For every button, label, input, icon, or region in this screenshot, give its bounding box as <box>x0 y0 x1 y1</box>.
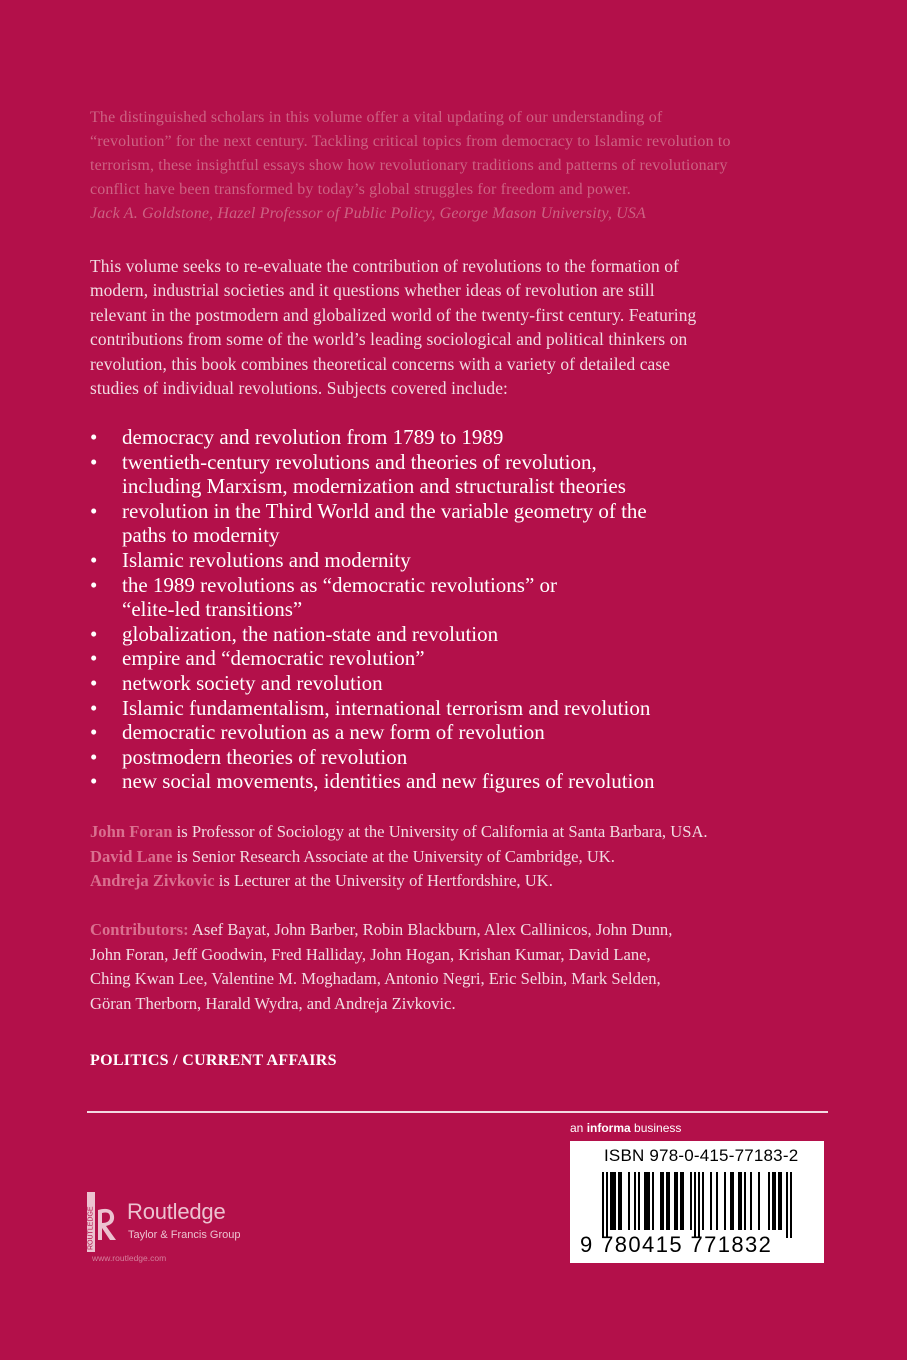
barcode-bar <box>774 1172 776 1230</box>
bullet-icon: • <box>90 547 98 572</box>
informa-tagline: an informa business <box>570 1121 682 1135</box>
editor-name: Andreja Zivkovic <box>90 871 215 891</box>
barcode-bar <box>732 1172 734 1230</box>
barcode-digits: 9 780415 771832 <box>580 1232 773 1257</box>
barcode-bar <box>744 1172 746 1230</box>
barcode-bar <box>772 1172 774 1230</box>
barcode-bar <box>612 1172 614 1230</box>
isbn-barcode <box>570 1141 824 1263</box>
book-description <box>90 254 830 400</box>
topic-item: • postmodern theories of revolution <box>90 744 408 769</box>
barcode-bar <box>682 1172 684 1230</box>
barcode-bar <box>730 1172 732 1230</box>
description-line: contributions from some of the world’s leading sociological and political thinkers on <box>90 329 688 350</box>
editor-bio <box>90 845 850 870</box>
barcode-bar <box>662 1172 664 1230</box>
bullet-icon: • <box>90 769 98 794</box>
quote-line: “revolution” for the next century. Tackling critical topics from democracy to Islamic revolution to <box>90 133 731 150</box>
bullet-icon: • <box>90 498 98 523</box>
barcode-bar <box>724 1172 726 1230</box>
contributors-line: Göran Therborn, Harald Wydra, and Andreja Zivkovic. <box>90 993 456 1013</box>
informa-brand: informa <box>586 1121 631 1135</box>
publisher-name: Routledge <box>127 1199 226 1224</box>
publisher-group: Taylor & Francis Group <box>128 1229 241 1241</box>
topic-item: • Islamic fundamentalism, international terrorism and revolution <box>90 695 651 720</box>
topic-item: • revolution in the Third World and the variable geometry of the paths to modernity <box>90 498 647 548</box>
barcode-bar <box>660 1172 662 1230</box>
editor-bio <box>90 820 850 845</box>
contributors-list <box>90 918 850 1016</box>
barcode-bar <box>790 1172 792 1238</box>
barcode-bar <box>646 1172 648 1230</box>
barcode-bar <box>648 1172 650 1230</box>
editor-name: John Foran <box>90 822 173 841</box>
barcode-bar <box>614 1172 616 1230</box>
barcode-bar <box>738 1172 740 1230</box>
quote-line: The distinguished scholars in this volume offer a vital updating of our understanding of <box>90 109 663 126</box>
topic-item: • Islamic revolutions and modernity <box>90 547 411 572</box>
topic-item: • globalization, the nation-state and revolution <box>90 621 499 646</box>
topic-item: • twentieth-century revolutions and theories of revolution, including Marxism, modernization and structuralist theories <box>90 449 626 499</box>
routledge-logo-icon <box>86 1192 120 1252</box>
quote-attribution: Jack A. Goldstone, Hazel Professor of Public Policy, George Mason University, USA <box>90 205 646 222</box>
barcode-bar <box>710 1172 712 1230</box>
topic-item: • new social movements, identities and new figures of revolution <box>90 769 655 794</box>
barcode-bar <box>666 1172 668 1230</box>
barcode-bar <box>780 1172 782 1230</box>
editors-bios <box>90 820 850 894</box>
barcode-bar <box>750 1172 752 1230</box>
barcode-bar <box>602 1172 604 1238</box>
quote-line: terrorism, these insightful essays show how revolutionary traditions and patterns of revolutionary <box>90 157 728 174</box>
subject-category: POLITICS / CURRENT AFFAIRS <box>90 1052 337 1069</box>
barcode-bar <box>606 1172 608 1238</box>
barcode-bar <box>674 1172 676 1230</box>
bullet-icon: • <box>90 572 98 597</box>
bullet-icon: • <box>90 425 98 449</box>
barcode-bar <box>716 1172 718 1230</box>
divider-rule <box>87 1111 828 1113</box>
barcode-bar <box>676 1172 678 1230</box>
topic-item: • democracy and revolution from 1789 to 1989 <box>90 425 504 449</box>
bullet-icon: • <box>90 720 98 745</box>
contributors-line: Ching Kwan Lee, Valentine M. Moghadam, Antonio Negri, Eric Selbin, Mark Selden, <box>90 969 661 989</box>
bullet-icon: • <box>90 449 98 474</box>
contributors-line: John Foran, Jeff Goodwin, Fred Halliday, John Hogan, Krishan Kumar, David Lane, <box>90 944 651 964</box>
contributors-line: Asef Bayat, John Barber, Robin Blackburn, Alex Callinicos, John Dunn, <box>188 920 673 939</box>
bullet-icon: • <box>90 646 98 671</box>
bullet-icon: • <box>90 744 98 769</box>
topic-item: • empire and “democratic revolution” <box>90 646 425 671</box>
barcode-bar <box>610 1172 612 1230</box>
isbn-label: ISBN 978-0-415-77183-2 <box>604 1146 799 1165</box>
endorsement-quote <box>90 106 830 226</box>
description-line: relevant in the postmodern and globalized world of the twenty-first century. Featuring <box>90 304 697 325</box>
topic-item: • the 1989 revolutions as “democratic revolutions” or “elite-led transitions” <box>90 572 558 622</box>
description-line: modern, industrial societies and it questions whether ideas of revolution are still <box>90 280 655 301</box>
barcode-bar <box>740 1172 742 1230</box>
barcode-bar <box>778 1172 780 1230</box>
editor-description: is Senior Research Associate at the University of Cambridge, UK. <box>172 846 615 866</box>
publisher-url[interactable]: www.routledge.com <box>92 1253 167 1263</box>
editor-description: is Lecturer at the University of Hertfordshire, UK. <box>214 871 553 891</box>
bullet-icon: • <box>90 670 98 695</box>
topic-item: • network society and revolution <box>90 670 383 695</box>
description-line: revolution, this book combines theoretical concerns with a variety of detailed case <box>90 353 671 374</box>
barcode-bar <box>644 1172 646 1230</box>
editor-description: is Professor of Sociology at the University of California at Santa Barbara, USA. <box>172 822 708 841</box>
barcode-bar <box>618 1172 620 1230</box>
barcode-bar <box>652 1172 654 1230</box>
barcode-bar <box>680 1172 682 1230</box>
topic-item: • democratic revolution as a new form of revolution <box>90 720 545 745</box>
description-line: studies of individual revolutions. Subjects covered include: <box>90 378 508 399</box>
editor-name: David Lane <box>90 846 173 866</box>
logo-wordmark: ROUTLEDGE <box>87 1206 95 1250</box>
barcode-bar <box>638 1172 640 1230</box>
barcode-bar <box>786 1172 788 1238</box>
barcode-bar <box>628 1172 630 1230</box>
description-line: This volume seeks to re-evaluate the contribution of revolutions to the formation of <box>90 256 679 276</box>
barcode-bar <box>690 1172 692 1230</box>
barcode-bar <box>634 1172 636 1230</box>
barcode-bar <box>758 1172 760 1230</box>
bullet-icon: • <box>90 621 98 646</box>
barcode-bar <box>702 1172 704 1230</box>
editor-bio <box>90 869 850 894</box>
contributors-label: Contributors: <box>90 920 189 939</box>
barcode-bar <box>698 1172 700 1238</box>
barcode-bar <box>768 1172 770 1230</box>
barcode-bar <box>694 1172 696 1238</box>
quote-line: conflict have been transformed by today’s global struggles for freedom and power. <box>90 181 631 198</box>
barcode-bar <box>620 1172 622 1230</box>
topics-list <box>90 425 830 794</box>
barcode-bar <box>668 1172 670 1230</box>
bullet-icon: • <box>90 695 98 720</box>
